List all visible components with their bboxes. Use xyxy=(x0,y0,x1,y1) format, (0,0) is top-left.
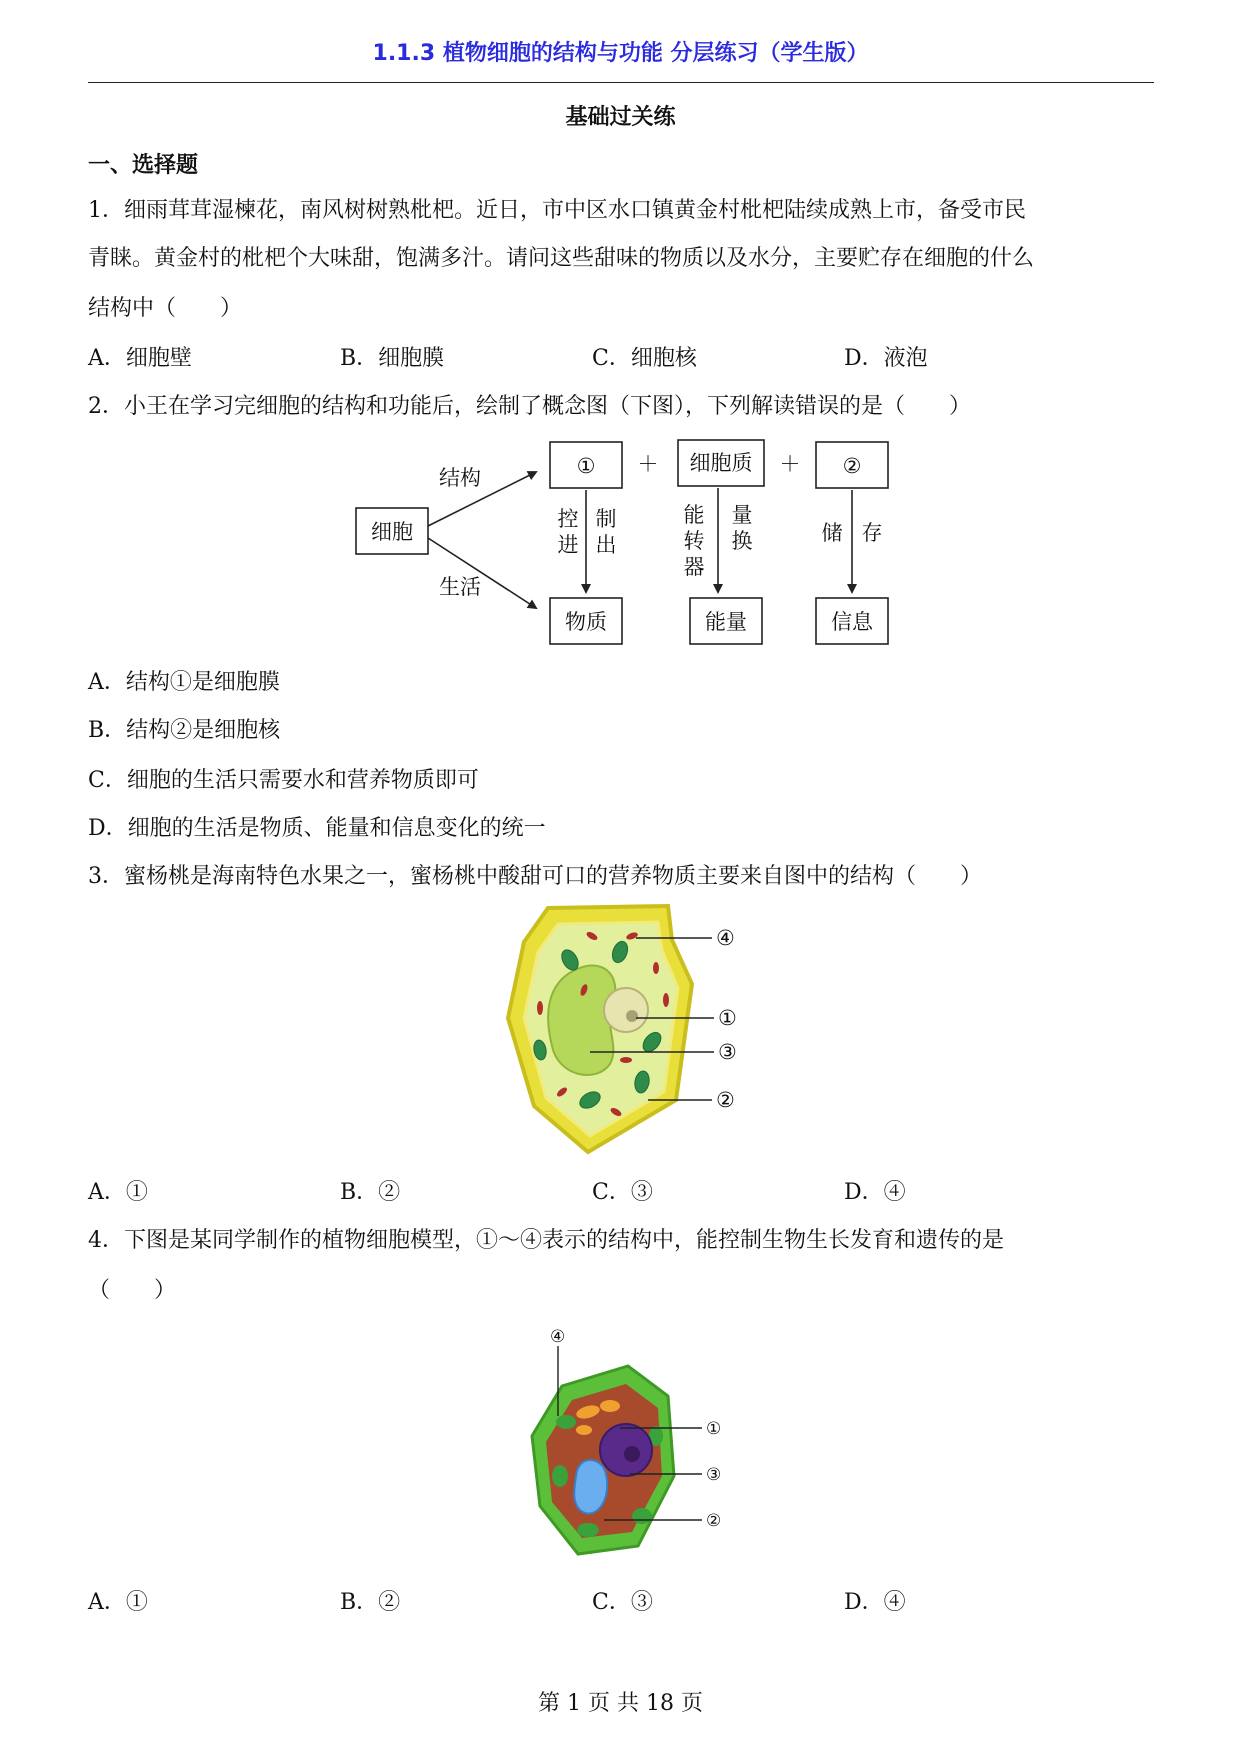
q2-option-b[interactable]: B．结构②是细胞核 xyxy=(88,718,281,743)
plant-cell-figure-1 xyxy=(500,900,760,1160)
nucleus xyxy=(604,988,648,1032)
q2-option-d[interactable]: D．细胞的生活是物质、能量和信息变化的统一 xyxy=(88,816,546,841)
energy-char-4: 量 xyxy=(731,503,753,527)
model-chloroplast xyxy=(632,1508,652,1524)
question-1-line-1: 1．细雨茸茸湿楝花，南风树树熟枇杷。近日，市中区水口镇黄金村枇杷陆续成熟上市，备受市民 xyxy=(88,198,1027,223)
energy-char-2: 转 xyxy=(683,529,705,553)
question-4-line-2: （ ） xyxy=(88,1278,177,1303)
model-label-3: ③ xyxy=(706,1465,722,1485)
q2-option-a[interactable]: A．结构①是细胞膜 xyxy=(88,670,280,695)
question-1-line-3: 结构中（ ） xyxy=(88,296,243,321)
model-golgi xyxy=(576,1425,592,1435)
q3-option-d[interactable]: D．④ xyxy=(844,1180,906,1205)
mitochondrion xyxy=(663,993,669,1007)
q4-option-c[interactable]: C．③ xyxy=(592,1590,653,1615)
label-1: ① xyxy=(718,1006,737,1030)
store-char-1: 储 xyxy=(821,521,843,545)
box-1-label: ① xyxy=(576,454,596,478)
label-4: ④ xyxy=(716,926,735,950)
energy-label: 能量 xyxy=(705,610,747,634)
q4-option-b[interactable]: B．② xyxy=(340,1590,401,1615)
question-1-line-2: 青睐。黄金村的枇杷个大味甜，饱满多汁。请问这些甜味的物质以及水分，主要贮存在细胞的什么 xyxy=(88,246,1035,271)
concept-diagram xyxy=(350,436,900,646)
document-title: 1.1.3 植物细胞的结构与功能 分层练习（学生版） xyxy=(372,41,869,66)
energy-char-5: 换 xyxy=(731,529,753,553)
energy-char-1: 能 xyxy=(683,503,705,527)
model-label-4: ④ xyxy=(550,1327,566,1347)
part-heading: 一、选择题 xyxy=(88,153,199,178)
section-title: 基础过关练 xyxy=(565,105,676,130)
energy-char-3: 器 xyxy=(683,555,705,579)
model-label-1: ① xyxy=(706,1419,722,1439)
page-number: 第 1 页 共 18 页 xyxy=(538,1691,703,1716)
label-3: ③ xyxy=(718,1040,737,1064)
header-rule xyxy=(88,82,1154,83)
model-golgi xyxy=(600,1400,620,1412)
store-char-2: 存 xyxy=(861,521,883,545)
model-chloroplast xyxy=(556,1415,576,1429)
mitochondrion xyxy=(620,1057,632,1063)
plant-cell-model-figure xyxy=(518,1326,728,1576)
info-label: 信息 xyxy=(831,610,873,634)
vacuole xyxy=(548,965,615,1075)
cytoplasm-label: 细胞质 xyxy=(689,451,753,475)
q4-option-d[interactable]: D．④ xyxy=(844,1590,906,1615)
question-2-line-1: 2．小王在学习完细胞的结构和功能后，绘制了概念图（下图），下列解读错误的是（ ） xyxy=(88,394,972,419)
q3-option-a[interactable]: A．① xyxy=(88,1180,148,1205)
question-3-line-1: 3．蜜杨桃是海南特色水果之一，蜜杨桃中酸甜可口的营养物质主要来自图中的结构（ ） xyxy=(88,864,983,889)
q1-option-d[interactable]: D．液泡 xyxy=(844,346,928,371)
matter-label: 物质 xyxy=(565,610,607,634)
control-char-1: 控 xyxy=(557,507,579,531)
plus-sign: ＋ xyxy=(637,452,659,476)
label-2: ② xyxy=(716,1088,735,1112)
box-2-label: ② xyxy=(842,454,862,478)
mitochondrion xyxy=(653,962,659,974)
control-char-4: 出 xyxy=(595,533,617,557)
control-char-3: 制 xyxy=(595,507,617,531)
cell-label: 细胞 xyxy=(371,520,413,544)
q1-option-a[interactable]: A．细胞壁 xyxy=(88,346,192,371)
q1-option-c[interactable]: C．细胞核 xyxy=(592,346,697,371)
nucleolus xyxy=(626,1010,638,1022)
control-char-2: 进 xyxy=(557,533,579,557)
model-label-2: ② xyxy=(706,1511,722,1531)
life-label: 生活 xyxy=(439,575,481,599)
question-4-line-1: 4．下图是某同学制作的植物细胞模型，①～④表示的结构中，能控制生物生长发育和遗传的是 xyxy=(88,1228,1005,1253)
plus-sign: ＋ xyxy=(779,452,801,476)
model-chloroplast xyxy=(552,1465,568,1487)
structure-label: 结构 xyxy=(439,466,481,490)
q4-option-a[interactable]: A．① xyxy=(88,1590,148,1615)
model-chloroplast xyxy=(577,1523,599,1537)
q2-option-c[interactable]: C．细胞的生活只需要水和营养物质即可 xyxy=(88,768,479,793)
q1-option-b[interactable]: B．细胞膜 xyxy=(340,346,445,371)
model-nucleolus xyxy=(624,1446,640,1462)
q3-option-b[interactable]: B．② xyxy=(340,1180,401,1205)
q3-option-c[interactable]: C．③ xyxy=(592,1180,653,1205)
model-vacuole xyxy=(574,1460,607,1514)
mitochondrion xyxy=(537,1001,543,1015)
